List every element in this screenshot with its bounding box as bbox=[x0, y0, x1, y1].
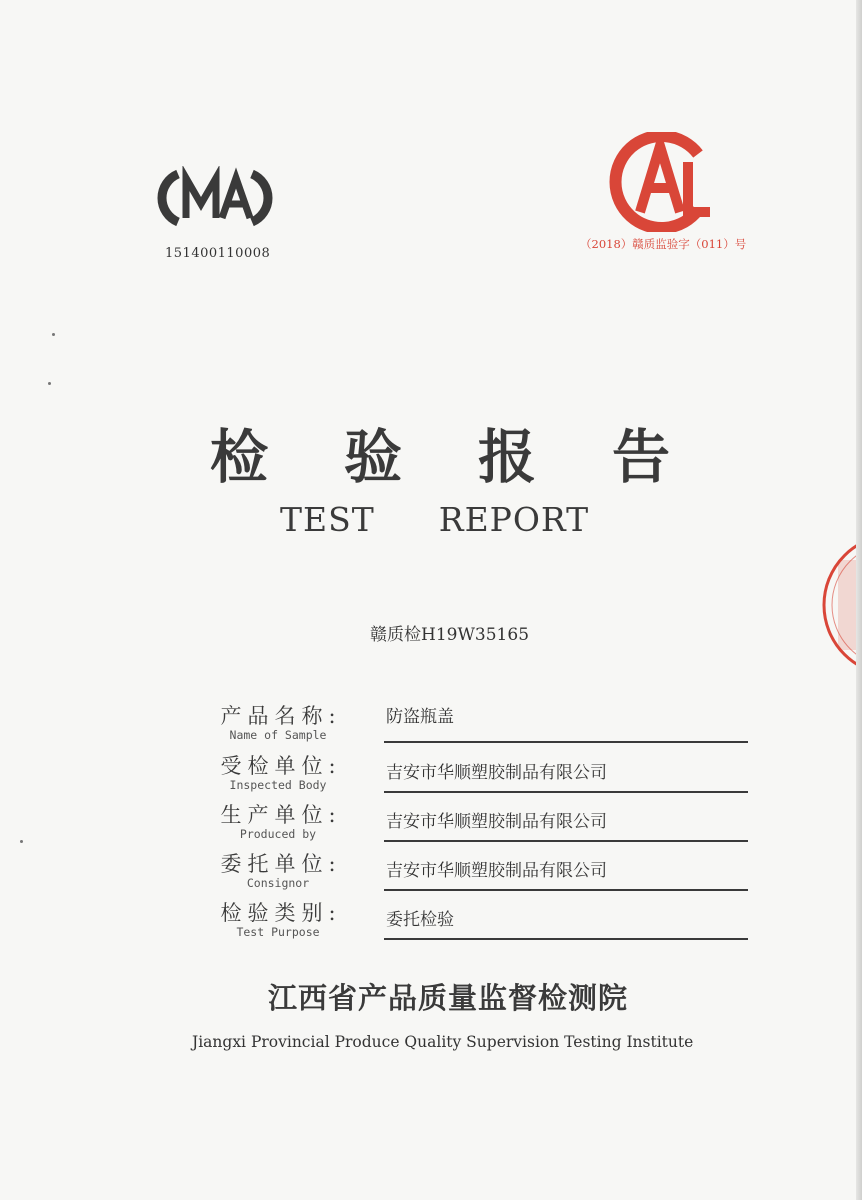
label-chinese: 产品名称: bbox=[220, 704, 342, 728]
underline-divider bbox=[384, 791, 748, 793]
label-english: Test Purpose bbox=[236, 925, 320, 939]
cma-certificate-number: 151400110008 bbox=[165, 246, 271, 261]
info-value: 委托检验 bbox=[386, 910, 454, 930]
label-english: Consignor bbox=[246, 876, 310, 890]
info-value: 吉安市华顺塑胶制品有限公司 bbox=[386, 763, 607, 783]
info-row-inspected-body bbox=[208, 750, 748, 796]
title-char: 报 bbox=[477, 423, 536, 491]
info-label bbox=[208, 848, 348, 890]
title-char: 验 bbox=[343, 423, 402, 491]
info-value: 吉安市华顺塑胶制品有限公司 bbox=[386, 861, 607, 881]
label-english: Name of Sample bbox=[229, 728, 327, 742]
label-english: Inspected Body bbox=[229, 778, 327, 792]
info-row-producer bbox=[208, 799, 748, 845]
scan-speck bbox=[52, 333, 55, 336]
info-label bbox=[208, 799, 348, 841]
underline-divider bbox=[384, 840, 748, 842]
label-english: Produced by bbox=[239, 827, 317, 841]
scan-speck bbox=[20, 840, 23, 843]
title-word-report: REPORT bbox=[438, 500, 590, 539]
cma-logo-icon bbox=[156, 166, 274, 230]
info-value: 吉安市华顺塑胶制品有限公司 bbox=[386, 812, 607, 832]
red-seal-stamp-icon bbox=[812, 530, 862, 680]
label-chinese: 检验类别: bbox=[220, 901, 342, 925]
cal-certificate-number: （2018）赣质监验字（011）号 bbox=[580, 237, 747, 251]
title-english bbox=[280, 500, 589, 539]
info-row-consignor bbox=[208, 848, 748, 894]
title-char: 检 bbox=[210, 423, 269, 491]
info-label bbox=[208, 700, 348, 742]
label-chinese: 受检单位: bbox=[220, 754, 342, 778]
label-chinese: 委托单位: bbox=[220, 852, 342, 876]
title-char: 告 bbox=[611, 423, 670, 491]
cal-logo-icon bbox=[606, 132, 724, 232]
underline-divider bbox=[384, 741, 748, 743]
scan-speck bbox=[48, 382, 51, 385]
title-chinese bbox=[210, 410, 670, 494]
label-chinese: 生产单位: bbox=[220, 803, 342, 827]
underline-divider bbox=[384, 938, 748, 940]
institute-name-chinese: 江西省产品质量监督检测院 bbox=[268, 981, 629, 1015]
info-label bbox=[208, 897, 348, 939]
info-row-test-purpose bbox=[208, 897, 748, 943]
info-row-sample-name bbox=[208, 700, 748, 746]
report-number: 赣质检H19W35165 bbox=[370, 625, 530, 645]
info-label bbox=[208, 750, 348, 792]
underline-divider bbox=[384, 889, 748, 891]
info-value: 防盗瓶盖 bbox=[386, 707, 454, 727]
institute-name-english: Jiangxi Provincial Produce Quality Supervision Testing Institute bbox=[192, 1033, 694, 1051]
title-word-test: TEST bbox=[280, 500, 375, 539]
